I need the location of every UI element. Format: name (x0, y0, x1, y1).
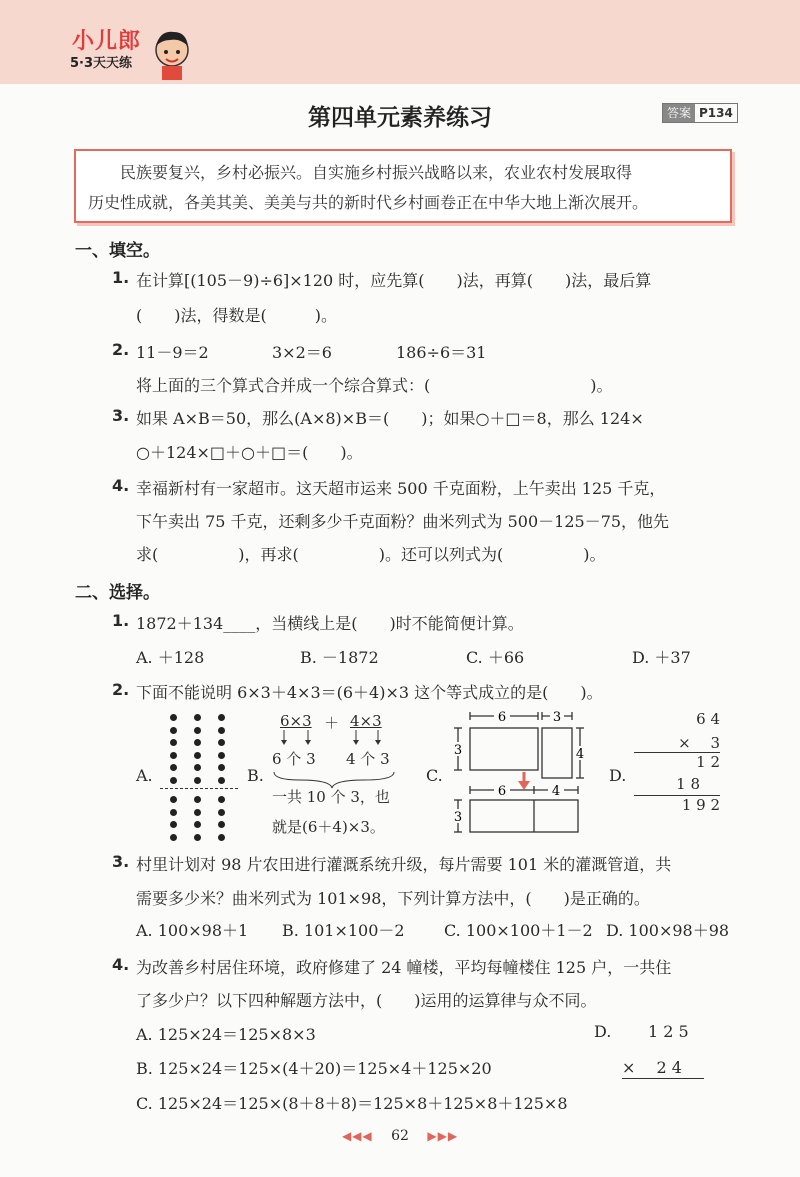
dot (218, 752, 225, 759)
q1-line-1: 在计算[(105－9)÷6]×120 时，应先算( )法，再算( )法，最后算 (136, 271, 652, 290)
dot (194, 752, 201, 759)
s2-q1-option-c[interactable]: C. ＋66 (466, 648, 525, 667)
grouping-figure (270, 708, 430, 838)
dot (218, 834, 225, 841)
s2-q3-option-b[interactable]: B. 101×100－2 (282, 921, 405, 940)
c-w1: 6 (497, 710, 507, 725)
dot (218, 764, 225, 771)
s2-q4-option-c[interactable]: C. 125×24＝125×(8＋8＋8)＝125×8＋125×8＋125×8 (136, 1094, 568, 1113)
dot (218, 796, 225, 803)
q3-line-1: 如果 A×B＝50，那么(A×8)×B＝( )；如果○＋□＝8，那么 124× (136, 409, 644, 428)
dot (170, 727, 177, 734)
dot (194, 821, 201, 828)
down-arrow-icon (518, 781, 530, 790)
s2-q3-line-1: 村里计划对 98 片农田进行灌溉系统升级，每片需要 101 米的灌溉管道，共 (136, 855, 672, 874)
q3-number: 3. (112, 406, 130, 425)
q2-expr-1: 11－9＝2 (136, 343, 209, 362)
prev-arrows-icon: ◀◀◀ (341, 1129, 373, 1143)
s2-q1-option-a[interactable]: A. ＋128 (136, 648, 205, 667)
s2-q1-text: 1872＋134____，当横线上是( )时不能简便计算。 (136, 614, 524, 633)
dot (194, 727, 201, 734)
s2-q2-number: 2. (112, 680, 130, 699)
dot (218, 809, 225, 816)
q1-number: 1. (112, 268, 130, 287)
q1-line-2: ( )法，得数是( )。 (136, 306, 337, 325)
dot (170, 714, 177, 721)
intro-line-2: 历史性成就，各美其美、美美与共的新时代乡村画卷正在中华大地上渐次展开。 (88, 193, 649, 212)
b-line-4: 就是(6＋4)×3。 (272, 818, 385, 836)
s2-q2-option-a[interactable]: A. (136, 766, 153, 785)
s2-q1-number: 1. (112, 611, 130, 630)
dot (170, 752, 177, 759)
d-row-3: 1 2 (696, 753, 720, 771)
dot (218, 821, 225, 828)
q2-expr-2: 3×2＝6 (272, 343, 332, 362)
answer-tag[interactable] (662, 103, 738, 123)
b-plus: ＋ (324, 714, 340, 732)
s2-q3-line-2: 需要多少米？曲米列式为 101×98，下列计算方法中，( )是正确的。 (136, 889, 650, 908)
b-line-3: 一共 10 个 3，也 (272, 788, 390, 806)
b-mid-left: 6 个 3 (272, 750, 316, 768)
s2-q4-option-b[interactable]: B. 125×24＝125×(4＋20)＝125×4＋125×20 (136, 1059, 492, 1078)
dot-divider (160, 788, 238, 789)
c-h3: 3 (453, 810, 463, 825)
s2-q4-option-d[interactable]: D. (594, 1022, 612, 1041)
q3-line-2: ○＋124×□＋○＋□＝( )。 (136, 443, 363, 462)
s2-q2-option-d[interactable]: D. (609, 766, 627, 785)
s2-q2-option-b[interactable]: B. (247, 766, 264, 785)
next-arrows-icon: ▶▶▶ (427, 1129, 459, 1143)
c-h2: 4 (575, 747, 585, 762)
s2-q4-line-1: 为改善乡村居住环境，政府修建了 24 幢楼，平均每幢楼住 125 户，一共住 (136, 958, 672, 977)
dot (218, 739, 225, 746)
d-row-1: 6 4 (696, 710, 720, 728)
b-mid-right: 4 个 3 (346, 750, 390, 768)
s2-q1-option-d[interactable]: D. ＋37 (632, 648, 691, 667)
c-h1: 3 (453, 743, 463, 758)
dot (194, 714, 201, 721)
c-w2: 3 (552, 710, 562, 725)
d-row-2: × 3 (634, 732, 720, 753)
dot (170, 834, 177, 841)
q4-line-1: 幸福新村有一家超市。这天超市运来 500 千克面粉，上午卖出 125 千克， (136, 479, 666, 498)
dot (194, 809, 201, 816)
d4-row-2: × 2 4 (622, 1055, 704, 1079)
dot (194, 777, 201, 784)
dot (194, 739, 201, 746)
q2-expr-3: 186÷6＝31 (396, 343, 487, 362)
s2-q4-number: 4. (112, 955, 130, 974)
dot (194, 764, 201, 771)
section-heading-choice: 二、选择。 (75, 583, 160, 603)
dot (194, 796, 201, 803)
dot (218, 727, 225, 734)
page-title: 第四单元素养练习 (308, 105, 492, 131)
dot (170, 809, 177, 816)
dot (170, 821, 177, 828)
c-w3: 6 (497, 784, 507, 799)
vertical-multiplication (634, 710, 720, 818)
dot (170, 764, 177, 771)
answer-label: 答案 (663, 104, 695, 122)
b-top-right: 4×3 (350, 712, 382, 730)
brand-logo: 小儿郎 (72, 29, 142, 54)
intro-line-1: 民族要复兴，乡村必振兴。自实施乡村振兴战略以来，农业农村发展取得 (120, 163, 633, 182)
dot (194, 834, 201, 841)
s2-q4-option-a[interactable]: A. 125×24＝125×8×3 (136, 1025, 316, 1044)
c-w4: 4 (551, 784, 561, 799)
mascot-icon (150, 26, 194, 82)
s2-q3-number: 3. (112, 852, 130, 871)
dot-grid-figure (160, 712, 240, 836)
s2-q3-option-a[interactable]: A. 100×98＋1 (136, 921, 249, 940)
s2-q2-text: 下面不能说明 6×3＋4×3＝(6＋4)×3 这个等式成立的是( )。 (136, 683, 603, 702)
b-top-left: 6×3 (280, 712, 312, 730)
q4-line-2: 下午卖出 75 千克，还剩多少千克面粉？曲米列式为 500－125－75，他先 (136, 512, 670, 531)
s2-q1-option-b[interactable]: B. －1872 (300, 648, 379, 667)
q4-number: 4. (112, 476, 130, 495)
intro-text (88, 158, 718, 218)
section-heading-fill: 一、填空。 (75, 241, 160, 261)
d-row-4: 1 8 (634, 775, 720, 796)
s2-q3-option-c[interactable]: C. 100×100＋1－2 (444, 921, 593, 940)
page-footer (0, 1128, 800, 1144)
d4-row-1: 1 2 5 (648, 1022, 689, 1041)
q2-number: 2. (112, 340, 130, 359)
page-number: 62 (391, 1128, 409, 1144)
dot (170, 739, 177, 746)
s2-q4-line-2: 了多少户？以下四种解题方法中，( )运用的运算律与众不同。 (136, 991, 597, 1010)
answer-page: P134 (699, 106, 733, 120)
dot (218, 777, 225, 784)
rectangle-figure (448, 706, 588, 836)
dot (170, 796, 177, 803)
q2-line-2: 将上面的三个算式合并成一个综合算式：( )。 (136, 376, 613, 395)
s2-q3-option-d[interactable]: D. 100×98＋98 (606, 921, 730, 940)
dot (170, 777, 177, 784)
series-name: 5·3天天练 (70, 56, 133, 71)
d-row-5: 1 9 2 (681, 796, 720, 814)
dot (218, 714, 225, 721)
q4-line-3: 求( )，再求( )。还可以列式为( )。 (136, 545, 606, 564)
s2-q2-option-c[interactable]: C. (426, 766, 443, 785)
